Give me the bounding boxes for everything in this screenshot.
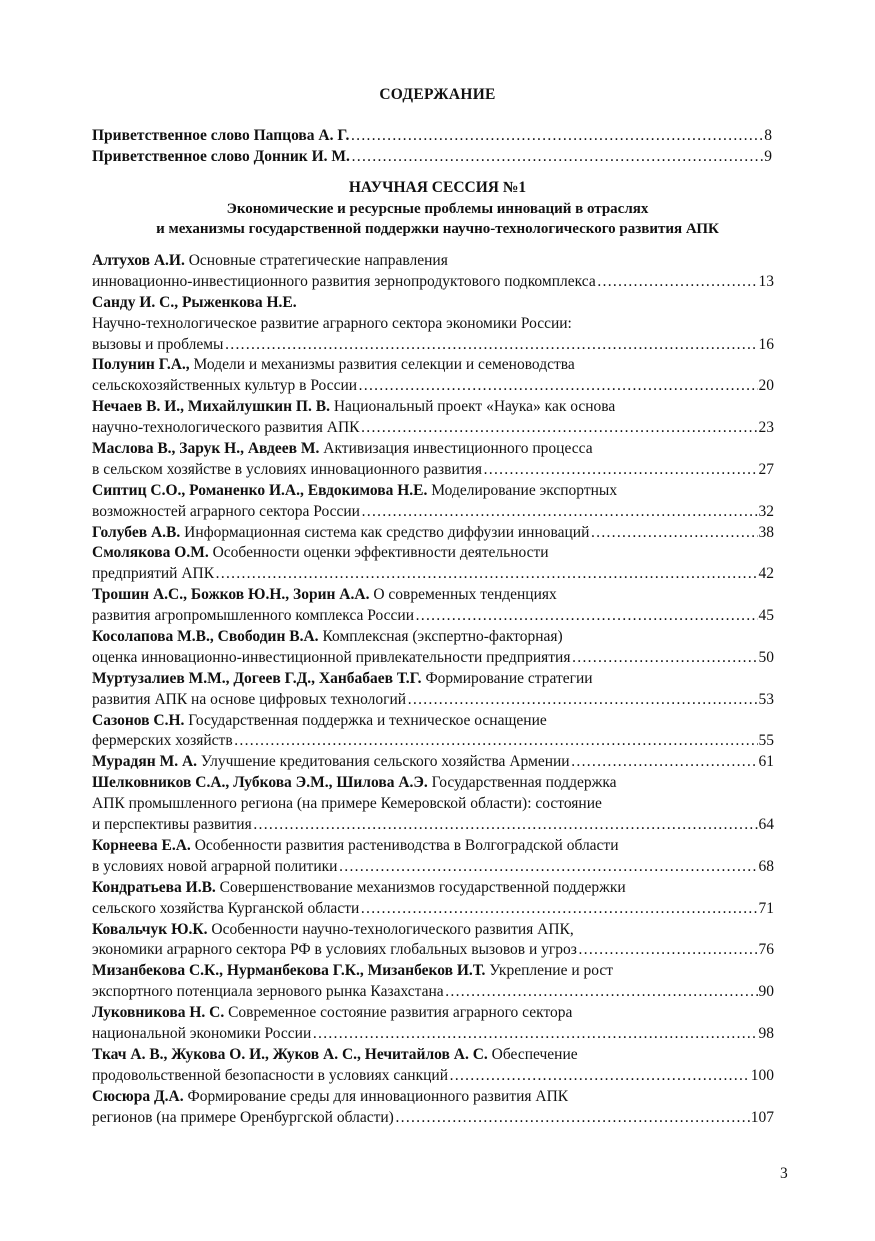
toc-entry bbox=[92, 356, 774, 398]
entry-title-text: в условиях новой аграрной политики bbox=[92, 857, 338, 875]
entry-authors: Сиптиц С.О., Романенко И.А., Евдокимова Н.Е. bbox=[92, 481, 428, 499]
toc-entry bbox=[92, 482, 774, 524]
toc-entry-line bbox=[92, 377, 774, 398]
entry-page-number: 61 bbox=[758, 753, 774, 771]
leader-dots bbox=[571, 753, 758, 771]
toc-entry-line bbox=[92, 252, 774, 273]
entry-title-text: сельскохозяйственных культур в России bbox=[92, 377, 358, 395]
entry-authors: Алтухов А.И. bbox=[92, 252, 185, 269]
entry-authors: Кондратьева И.В. bbox=[92, 878, 216, 896]
toc-entry-line bbox=[92, 649, 774, 670]
entry-page-number: 38 bbox=[758, 523, 774, 541]
entry-authors: Нечаев В. И., Михайлушкин П. В. bbox=[92, 398, 330, 416]
toc-entry-line bbox=[92, 879, 774, 900]
toc-entry-line bbox=[92, 753, 774, 774]
entry-page-number: 100 bbox=[750, 1066, 774, 1084]
toc-greeting-entry bbox=[92, 127, 772, 148]
entry-authors: Ковальчук Ю.К. bbox=[92, 920, 208, 938]
session-heading bbox=[0, 178, 875, 240]
entry-title-text: оценка инновационно-инвестиционной привлекательности предприятия bbox=[92, 648, 571, 666]
toc-entry bbox=[92, 879, 774, 921]
toc-entry-line bbox=[92, 795, 774, 816]
entry-title-text: Особенности развития растениводства в Волгоградской области bbox=[194, 836, 619, 854]
toc-entry bbox=[92, 628, 774, 670]
entry-title-text: Государственная поддержка и техническое оснащение bbox=[188, 711, 547, 729]
leader-dots bbox=[253, 816, 758, 834]
toc-entry-line bbox=[92, 565, 774, 586]
entry-authors: Муртузалиев М.М., Догеев Г.Д., Ханбабаев Т.Г. bbox=[92, 669, 422, 687]
toc-entry bbox=[92, 712, 774, 754]
entry-title-text: научно-технологического развития АПК bbox=[92, 419, 360, 437]
entry-authors: Смолякова О.М. bbox=[92, 544, 209, 562]
leader-dots bbox=[395, 1109, 750, 1127]
toc-entry-line bbox=[92, 419, 774, 440]
entry-authors: Луковникова Н. С. bbox=[92, 1004, 225, 1022]
toc-entry-line bbox=[92, 1067, 774, 1088]
session-subtitle-line1: Экономические и ресурсные проблемы инноваций в отраслях bbox=[226, 200, 649, 217]
entry-page-number: 20 bbox=[758, 377, 774, 395]
toc-greeting-entry bbox=[92, 148, 772, 169]
leader-dots bbox=[415, 607, 758, 625]
entry-page-number: 76 bbox=[758, 941, 774, 959]
entry-authors: Корнеева Е.А. bbox=[92, 836, 191, 854]
entry-page-number: 71 bbox=[758, 899, 774, 917]
toc-entry-line bbox=[92, 273, 774, 294]
toc-entry bbox=[92, 440, 774, 482]
contents-title: СОДЕРЖАНИЕ bbox=[379, 86, 496, 103]
entry-page-number: 42 bbox=[758, 565, 774, 583]
entry-title-text: Формирование среды для инновационного развития АПК bbox=[187, 1087, 569, 1105]
entry-title-text: вызовы и проблемы bbox=[92, 335, 224, 353]
entry-authors: Мурадян М. А. bbox=[92, 753, 198, 771]
toc-entry-line bbox=[92, 774, 774, 795]
toc-entry-line bbox=[92, 816, 774, 837]
leader-dots bbox=[351, 148, 763, 166]
entry-authors: Шелковников С.А., Лубкова Э.М., Шилова А.Э. bbox=[92, 774, 428, 792]
entry-page-number: 98 bbox=[758, 1024, 774, 1042]
entry-title-text: экономики аграрного сектора РФ в условиях глобальных вызовов и угроз bbox=[92, 941, 577, 959]
leader-dots bbox=[590, 524, 757, 542]
toc-entry-line bbox=[92, 544, 774, 565]
toc-entry bbox=[92, 962, 774, 1004]
entry-title-text: в сельском хозяйстве в условиях инновационного развития bbox=[92, 460, 482, 478]
toc-entry-line bbox=[92, 1109, 774, 1130]
leader-dots bbox=[312, 1025, 757, 1043]
entry-authors: Косолапова М.В., Свободин В.А. bbox=[92, 628, 319, 646]
entry-page-number: 107 bbox=[750, 1108, 774, 1126]
toc-entry bbox=[92, 1088, 774, 1130]
entry-title-text: продовольственной безопасности в условиях санкций bbox=[92, 1066, 448, 1084]
leader-dots bbox=[338, 858, 757, 876]
entry-title-text: Национальный проект «Наука» как основа bbox=[333, 398, 616, 416]
session-title: НАУЧНАЯ СЕССИЯ №1 bbox=[348, 179, 527, 196]
toc-entry-line bbox=[92, 691, 774, 712]
entry-authors: Трошин А.С., Божков Ю.Н., Зорин А.А. bbox=[92, 586, 370, 604]
toc-entry-line bbox=[92, 461, 774, 482]
entry-title-text: развития агропромышленного комплекса России bbox=[92, 607, 414, 625]
toc-entry-line bbox=[92, 294, 774, 315]
entry-authors: Мизанбекова С.К., Нурманбекова Г.К., Мизанбеков И.Т. bbox=[92, 962, 486, 980]
entry-title-text: Модели и механизмы развития селекции и семеноводства bbox=[193, 356, 575, 374]
greeting-title: Приветственное слово Донник И. М. bbox=[92, 148, 350, 165]
toc-entry bbox=[92, 1046, 774, 1088]
toc-entry-line bbox=[92, 962, 774, 983]
entry-title-text: Научно-технологическое развитие аграрного сектора экономики России: bbox=[92, 314, 572, 332]
toc-entry-line bbox=[92, 586, 774, 607]
toc-entry-line bbox=[92, 607, 774, 628]
toc-entry bbox=[92, 753, 774, 774]
toc-entry bbox=[92, 252, 774, 294]
session-subtitle-line2: и механизмы государственной поддержки научно-технологического развития АПК bbox=[156, 221, 719, 237]
entry-title-text: Формирование стратегии bbox=[425, 669, 593, 687]
greeting-title: Приветственное слово Папцова А. Г. bbox=[92, 127, 350, 144]
greeting-page: 8 bbox=[764, 127, 772, 144]
entry-authors: Маслова В., Зарук Н., Авдеев М. bbox=[92, 440, 320, 458]
entry-title-text: Моделирование экспортных bbox=[431, 481, 618, 499]
entry-title-text: Информационная система как средство диффузии инноваций bbox=[184, 523, 590, 541]
toc-entry-line bbox=[92, 941, 774, 962]
toc-entry bbox=[92, 398, 774, 440]
entry-authors: Сюсюра Д.А. bbox=[92, 1087, 184, 1105]
toc-entry-line bbox=[92, 628, 774, 649]
entry-page-number: 50 bbox=[758, 648, 774, 666]
toc-entry-line bbox=[92, 440, 774, 461]
toc-entry-line bbox=[92, 524, 774, 545]
entry-page-number: 90 bbox=[758, 983, 774, 1001]
entry-title-text: Обеспечение bbox=[491, 1045, 578, 1063]
toc-entry bbox=[92, 670, 774, 712]
entry-title-text: АПК промышленного региона (на примере Кемеровской области): состояние bbox=[92, 795, 602, 813]
leader-dots bbox=[483, 461, 758, 479]
entry-title-text: Комплексная (экспертно-факторная) bbox=[322, 628, 563, 646]
entry-title-text: предприятий АПК bbox=[92, 565, 215, 583]
entry-authors: Сазонов С.Н. bbox=[92, 711, 185, 729]
entry-page-number: 64 bbox=[758, 816, 774, 834]
entry-title-text: Основные стратегические направления bbox=[188, 252, 448, 269]
toc-entry-line bbox=[92, 983, 774, 1004]
entry-title-text: регионов (на примере Оренбургской области) bbox=[92, 1108, 394, 1126]
entry-authors: Полунин Г.А., bbox=[92, 356, 190, 374]
entry-authors: Санду И. С., Рыженкова Н.Е. bbox=[92, 293, 297, 311]
entry-title-text: фермерских хозяйств bbox=[92, 732, 233, 750]
toc-entry bbox=[92, 294, 774, 357]
leader-dots bbox=[224, 336, 757, 354]
entry-title-text: возможностей аграрного сектора России bbox=[92, 502, 360, 520]
leader-dots bbox=[571, 649, 757, 667]
toc-entry-line bbox=[92, 837, 774, 858]
entry-page-number: 55 bbox=[758, 732, 774, 750]
entry-title-text: развития АПК на основе цифровых технологий bbox=[92, 690, 407, 708]
leader-dots bbox=[350, 127, 763, 145]
entry-title-text: инновационно-инвестиционного развития зернопродуктового подкомплекса bbox=[92, 272, 596, 290]
toc-entries bbox=[92, 252, 774, 1129]
toc-entry-line bbox=[92, 1046, 774, 1067]
entry-page-number: 45 bbox=[758, 607, 774, 625]
toc-entry-line bbox=[92, 921, 774, 942]
leader-dots bbox=[358, 377, 757, 395]
entry-page-number: 32 bbox=[758, 502, 774, 520]
leader-dots bbox=[407, 691, 757, 709]
leader-dots bbox=[360, 900, 757, 918]
toc-entry-line bbox=[92, 398, 774, 419]
toc-entry-line bbox=[92, 336, 774, 357]
entry-page-number: 68 bbox=[758, 857, 774, 875]
toc-entry-line bbox=[92, 1025, 774, 1046]
entry-title-text: Активизация инвестиционного процесса bbox=[323, 440, 593, 458]
entry-authors: Ткач А. В., Жукова О. И., Жуков А. С., Нечитайлов А. С. bbox=[92, 1045, 488, 1063]
leader-dots bbox=[361, 503, 758, 521]
greeting-page: 9 bbox=[764, 148, 772, 165]
toc-entry-line bbox=[92, 670, 774, 691]
toc-entry-line bbox=[92, 1088, 774, 1109]
toc-entry bbox=[92, 921, 774, 963]
toc-entry-line bbox=[92, 315, 774, 336]
greetings-list bbox=[92, 127, 772, 169]
leader-dots bbox=[215, 565, 757, 583]
entry-title-text: и перспективы развития bbox=[92, 816, 252, 834]
toc-entry bbox=[92, 837, 774, 879]
toc-entry bbox=[92, 524, 774, 545]
toc-entry bbox=[92, 774, 774, 837]
entry-page-number: 53 bbox=[758, 690, 774, 708]
entry-title-text: сельского хозяйства Курганской области bbox=[92, 899, 360, 917]
leader-dots bbox=[361, 419, 758, 437]
leader-dots bbox=[234, 732, 758, 750]
entry-title-text: Укрепление и рост bbox=[489, 962, 614, 980]
leader-dots bbox=[578, 941, 758, 959]
leader-dots bbox=[449, 1067, 750, 1085]
entry-title-text: Улучшение кредитования сельского хозяйства Армении bbox=[200, 753, 570, 771]
toc-entry-line bbox=[92, 858, 774, 879]
toc-entry-line bbox=[92, 732, 774, 753]
toc-entry bbox=[92, 544, 774, 586]
entry-authors: Голубев А.В. bbox=[92, 523, 181, 541]
page-number: 3 bbox=[780, 1165, 788, 1182]
leader-dots bbox=[445, 983, 758, 1001]
toc-entry-line bbox=[92, 356, 774, 377]
toc-entry-line bbox=[92, 503, 774, 524]
toc-entry-line bbox=[92, 1004, 774, 1025]
entry-page-number: 23 bbox=[758, 419, 774, 437]
toc-entry bbox=[92, 586, 774, 628]
entry-title-text: национальной экономики России bbox=[92, 1024, 312, 1042]
toc-entry-line bbox=[92, 482, 774, 503]
entry-page-number: 27 bbox=[758, 460, 774, 478]
entry-page-number: 16 bbox=[758, 335, 774, 353]
entry-title-text: экспортного потенциала зернового рынка Казахстана bbox=[92, 983, 444, 1001]
leader-dots bbox=[597, 273, 758, 291]
entry-title-text: Современное состояние развития аграрного сектора bbox=[228, 1004, 573, 1022]
entry-title-text: О современных тенденциях bbox=[373, 586, 557, 604]
entry-title-text: Совершенствование механизмов государственной поддержки bbox=[219, 878, 626, 896]
entry-title-text: Государственная поддержка bbox=[431, 774, 617, 792]
entry-page-number: 13 bbox=[758, 272, 774, 290]
toc-entry-line bbox=[92, 712, 774, 733]
entry-title-text: Особенности научно-технологического развития АПК, bbox=[211, 920, 574, 938]
entry-title-text: Особенности оценки эффективности деятельности bbox=[212, 544, 549, 562]
toc-entry bbox=[92, 1004, 774, 1046]
toc-entry-line bbox=[92, 900, 774, 921]
